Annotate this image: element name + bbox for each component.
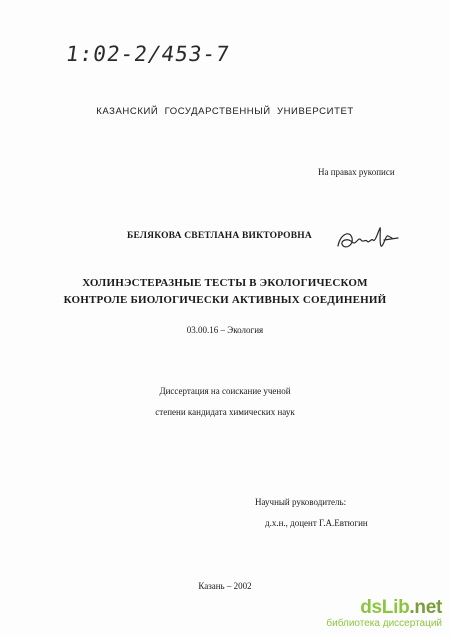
watermark-logo-part2: .net (409, 597, 442, 618)
degree-line-2: степени кандидата химических наук (155, 407, 295, 417)
watermark-logo-part1: dsLib (360, 597, 410, 618)
signature-icon (334, 222, 402, 258)
supervisor-name: д.х.н., доцент Г.А.Евтюгин (265, 518, 368, 528)
catalog-code: 1:02-2/453-7 (64, 42, 232, 66)
title-line-1: ХОЛИНЭСТЕРАЗНЫЕ ТЕСТЫ В ЭКОЛОГИЧЕСКОМ (82, 277, 368, 289)
degree-line-1: Диссертация на соискание ученой (159, 386, 291, 396)
title-line-2: КОНТРОЛЕ БИОЛОГИЧЕСКИ АКТИВНЫХ СОЕДИНЕНИЙ (63, 294, 387, 306)
manuscript-note: На правах рукописи (318, 167, 395, 177)
author-name: БЕЛЯКОВА СВЕТЛАНА ВИКТОРОВНА (127, 231, 312, 241)
city-year: Казань – 2002 (198, 581, 252, 591)
institution-name: КАЗАНСКИЙ ГОСУДАРСТВЕННЫЙ УНИВЕРСИТЕТ (96, 106, 354, 117)
watermark-tagline: библиотека диссертаций (326, 618, 442, 629)
supervisor-label: Научный руководитель: (255, 497, 347, 507)
specialty-code: 03.00.16 – Экология (186, 325, 264, 335)
watermark-logo (326, 598, 442, 618)
dissertation-title (0, 275, 450, 309)
dslib-watermark (326, 598, 442, 630)
degree-statement (0, 381, 450, 423)
